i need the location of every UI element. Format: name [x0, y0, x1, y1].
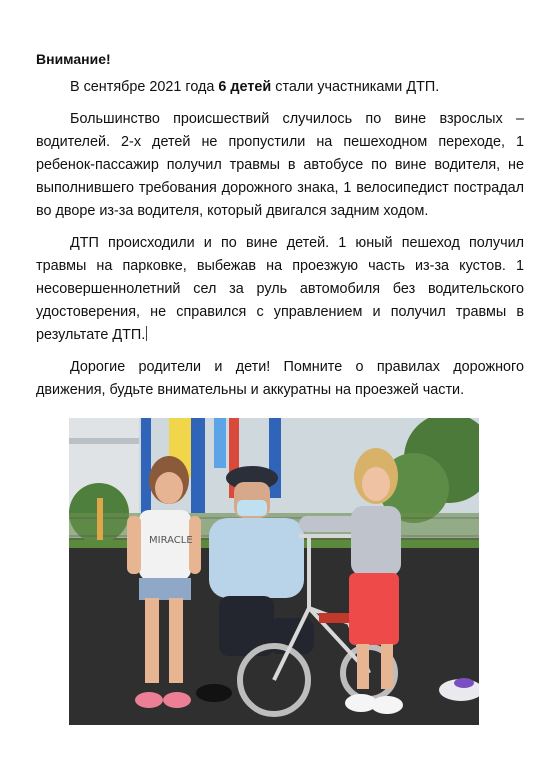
paragraph-2: Большинство происшествий случилось по вине взрослых – водителей. 2-х детей не пропустили на пешеходном переходе, 1 ребенок-пассажир получил травмы в автобусе по вине водителя, не выполнившего требования дорожного знака, 1 велосипедист пострадал во дворе из-за водителя, который двигался задним ходом.	[36, 111, 524, 219]
paragraph-3	[36, 232, 524, 347]
heading: Внимание!	[36, 51, 111, 67]
p1-text-end: стали участниками ДТП.	[271, 79, 440, 95]
text-cursor	[146, 326, 147, 341]
p1-text-start: В сентябре 2021 года	[70, 79, 219, 95]
document-body	[36, 48, 524, 411]
p1-bold-count: 6 детей	[218, 79, 272, 95]
paragraph-4: Дорогие родители и дети! Помните о правилах дорожного движения, будьте внимательны и аккуратны на проезжей части.	[36, 359, 524, 398]
shirt-print-text: MIRACLE	[149, 535, 193, 546]
photo-police-officer-with-children	[69, 418, 479, 725]
p3-text: ДТП происходили и по вине детей. 1 юный пешеход получил травмы на парковке, выбежав на проезжую часть из-за кустов. 1 несовершеннолетний сел за руль автомобиля без водительского удостоверения, не справился с управлением и получил травмы в результате ДТП.	[36, 235, 524, 343]
paragraph-1	[36, 76, 524, 99]
